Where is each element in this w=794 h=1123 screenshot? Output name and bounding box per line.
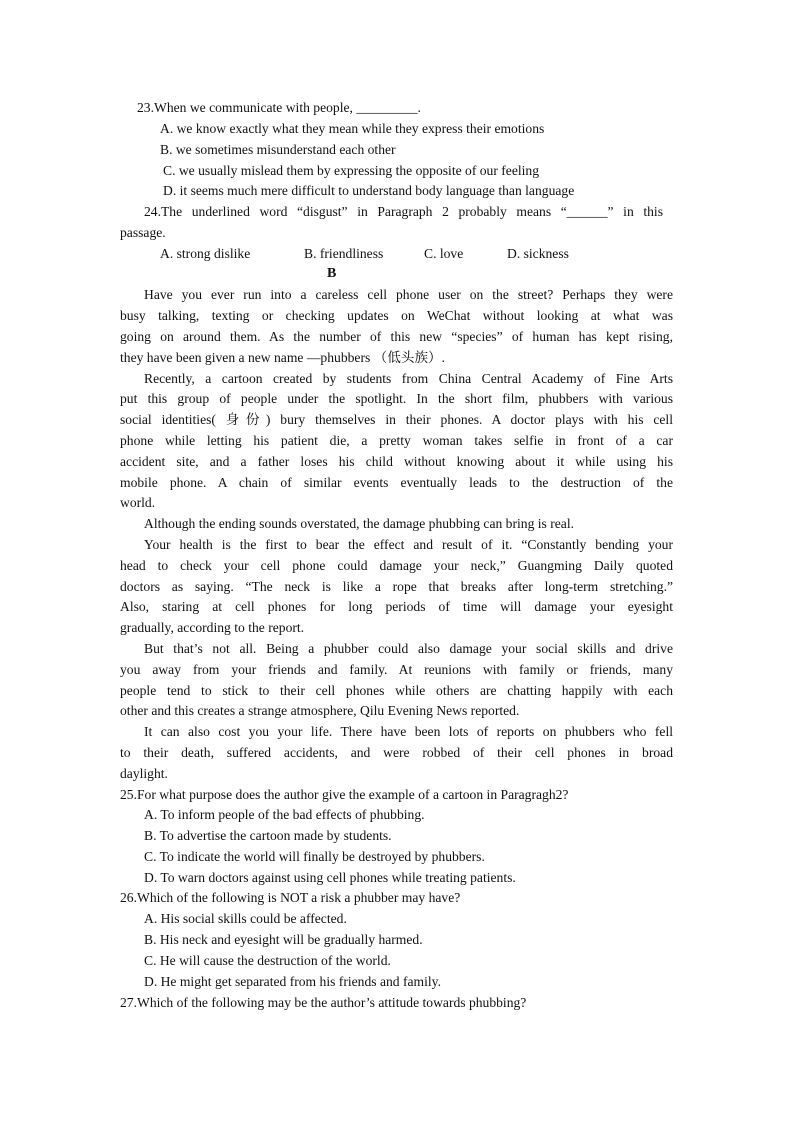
q24-stem-line1: 24.The underlined word “disgust” in Paragraph 2 probably means “______” in this [144, 204, 663, 219]
q27-stem: 27.Which of the following may be the author’s attitude towards phubbing? [120, 995, 527, 1010]
passage-b-title: B [327, 266, 337, 281]
q26-option-b: B. His neck and eyesight will be gradually harmed. [144, 932, 423, 947]
q26-option-d: D. He might get separated from his friends and family. [144, 974, 441, 989]
passage-line: put this group of people under the spotlight. In the short film, phubbers with various [120, 391, 673, 406]
passage-line: phone while letting his patient die, a pretty woman takes selfie in front of a car [120, 433, 673, 448]
q25-option-a: A. To inform people of the bad effects of phubbing. [144, 807, 425, 822]
passage-line: they have been given a new name —phubbers （低头族）. [120, 350, 446, 365]
passage-line: people tend to stick to their cell phones while others are chatting happily with each [120, 683, 673, 698]
passage-line: Although the ending sounds overstated, the damage phubbing can bring is real. [144, 516, 574, 531]
passage-line: other and this creates a strange atmosphere, Qilu Evening News reported. [120, 703, 520, 718]
q23-option-d: D. it seems much mere difficult to understand body language than language [163, 183, 575, 198]
passage-line: to their death, suffered accidents, and were robbed of their cell phones in broad [120, 745, 673, 760]
passage-line: doctors as saying. “The neck is like a rope that breaks after long-term stretching.” [120, 579, 673, 594]
q24-option-b: B. friendliness [304, 246, 384, 261]
q26-stem: 26.Which of the following is NOT a risk a phubber may have? [120, 890, 461, 905]
passage-line: mobile phone. A chain of similar events eventually leads to the destruction of the [120, 475, 673, 490]
q23-option-b: B. we sometimes misunderstand each other [160, 142, 396, 157]
q24-option-d: D. sickness [507, 246, 569, 261]
passage-line: Recently, a cartoon created by students from China Central Academy of Fine Arts [144, 371, 673, 386]
q25-option-c: C. To indicate the world will finally be destroyed by phubbers. [144, 849, 485, 864]
passage-line: going on around them. As the number of this new “species” of human has kept rising, [120, 329, 673, 344]
passage-line: busy talking, texting or checking updates on WeChat without looking at what was [120, 308, 673, 323]
passage-line: It can also cost you your life. There have been lots of reports on phubbers who fell [144, 724, 673, 739]
passage-line: Have you ever run into a careless cell phone user on the street? Perhaps they were [144, 287, 673, 302]
passage-line: social identities( 身份) bury themselves in their phones. A doctor plays with his cell [120, 412, 673, 427]
passage-line: world. [120, 495, 156, 510]
passage-line: accident site, and a father loses his child without knowing about it while using his [120, 454, 673, 469]
passage-line: head to check your cell phone could damage your neck,” Guangming Daily quoted [120, 558, 673, 573]
q24-stem-line2: passage. [120, 225, 166, 240]
q26-option-c: C. He will cause the destruction of the world. [144, 953, 391, 968]
passage-line: daylight. [120, 766, 168, 781]
q26-option-a: A. His social skills could be affected. [144, 911, 347, 926]
q23-stem: 23.When we communicate with people, _________. [137, 100, 421, 115]
q25-option-b: B. To advertise the cartoon made by students. [144, 828, 392, 843]
q25-option-d: D. To warn doctors against using cell phones while treating patients. [144, 870, 516, 885]
q24-option-a: A. strong dislike [160, 246, 251, 261]
q23-option-c: C. we usually mislead them by expressing the opposite of our feeling [163, 163, 540, 178]
passage-line: Also, staring at cell phones for long periods of time will damage your eyesight [120, 599, 673, 614]
passage-line: Your health is the first to bear the effect and result of it. “Constantly bending your [144, 537, 673, 552]
passage-line: gradually, according to the report. [120, 620, 305, 635]
passage-line: But that’s not all. Being a phubber could also damage your social skills and drive [144, 641, 673, 656]
passage-line: you away from your friends and family. At reunions with family or friends, many [120, 662, 673, 677]
q23-option-a: A. we know exactly what they mean while they express their emotions [160, 121, 545, 136]
q25-stem: 25.For what purpose does the author give the example of a cartoon in Paragragh2? [120, 787, 569, 802]
q24-option-c: C. love [424, 246, 464, 261]
